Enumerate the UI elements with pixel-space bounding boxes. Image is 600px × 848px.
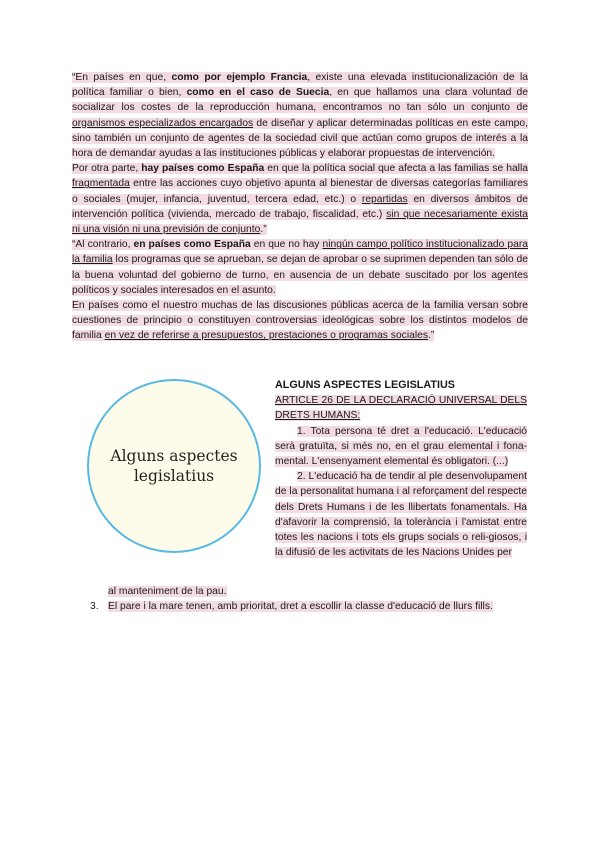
quote-block (72, 70, 528, 344)
section-heading: ALGUNS ASPECTES LEGISLATIUS (275, 379, 455, 391)
article-heading: ARTICLE 26 DE LA DECLARACIÓ UNIVERSAL DELS DRETS HUMANS: (275, 395, 527, 422)
bold-phrase: en países como España (133, 239, 251, 251)
quote-paragraph-3 (72, 237, 528, 298)
article-item-2: 2. L'educació ha de tendir al ple desenvolupament de la personalitat humana i al reforçament del respecte dels Drets Humans i de les llibertats fonamentals. Ha d'afavorir la comprensió, la tolerància i l'amistat entre totes les nacions i tots els grups socials o reli-giosos, i la difusió de les activitats de les Nacions Unides per (275, 471, 527, 559)
article-item-3: 3. El pare i la mare tenen, amb prioritat, dret a escollir la classe d'educació de llurs fills. (90, 599, 530, 614)
text-run: En países como el nuestro muchas de las discusiones públicas acerca de la familia versan sobre cuestiones de principio o constituyen controversias ideológicas sobre los distintos modelos de familia en vez de referirse a presupuestos, prestaciones o programas sociales.” (72, 300, 528, 342)
underlined-phrase: fragmentada (72, 178, 130, 190)
topic-circle (87, 379, 261, 553)
article-item-1: 1. Tota persona té dret a l'educació. L'educació serà gratuïta, si més no, en el grau elemental i fona-mental. L'ensenyament elemental és obligatori. (...) (275, 425, 527, 468)
underlined-phrase: ningún campo político institucionalizado para la familia (72, 239, 529, 266)
bold-phrase: como por ejemplo Francia (171, 72, 308, 83)
bold-phrase: como en el caso de Suecia (186, 87, 330, 99)
item-number: 3. (90, 601, 99, 612)
text-run: Por otra parte, hay países como España en que la política social que afecta a las familias se halla fragmentada entre las acciones cuyo objetivo apunta al bienestar de diversas categorías familiares o sociales (mujer, infancia, juventud, tercera edad, etc.) o repartidas en diversos ámbitos de intervención política (vivienda, mercado de trabajo, fiscalidad, etc.) sin que necesariamente exista ni una visión ni una previsión de conjunto.” (72, 163, 529, 236)
underlined-phrase: en vez de referirse a presupuestos, prestaciones o programas sociales (104, 330, 429, 342)
article-item-2-tail: al manteniment de la pau. (108, 586, 227, 597)
legal-section (275, 378, 527, 560)
text-run: “Al contrario, en países como España en que no hay ningún campo político institucionalizado para la familia los programas que se aprueban, se dejan de aprobar o se suprimen dependen tan sólo de la buena voluntad del gobierno de turno, en ausencia de un debate suscitado por los agentes políticos y sociales interesados en el asunto. (72, 239, 529, 296)
underlined-phrase: repartidas (361, 193, 408, 205)
bold-phrase: hay países como España (141, 163, 265, 175)
text-run: “En países en que, como por ejemplo Francia, existe una elevada institucionalización de la política familiar o bien, como en el caso de Suecia, en que hallamos una clara voluntad de socializar los costes de la reproducción humana, encontramos no tan sólo un conjunto de organismos especializados encargados de diseñar y aplicar determinadas políticas en este campo, sino también un conjunto de agentes de la sociedad civil que actúan como grupos de interés a la hora de demandar ayudas a las instituciones públicas y elaborar propuestas de intervención. (72, 72, 528, 160)
quote-paragraph-4 (72, 298, 528, 344)
underlined-phrase: organismos especializados encargados (72, 117, 254, 129)
quote-paragraph-2 (72, 161, 528, 237)
underlined-phrase: sin que necesariamente exista ni una visión ni una previsión de conjunto (72, 208, 528, 236)
quote-paragraph-1 (72, 70, 528, 161)
circle-caption: Alguns aspectes legislatius (110, 447, 238, 485)
